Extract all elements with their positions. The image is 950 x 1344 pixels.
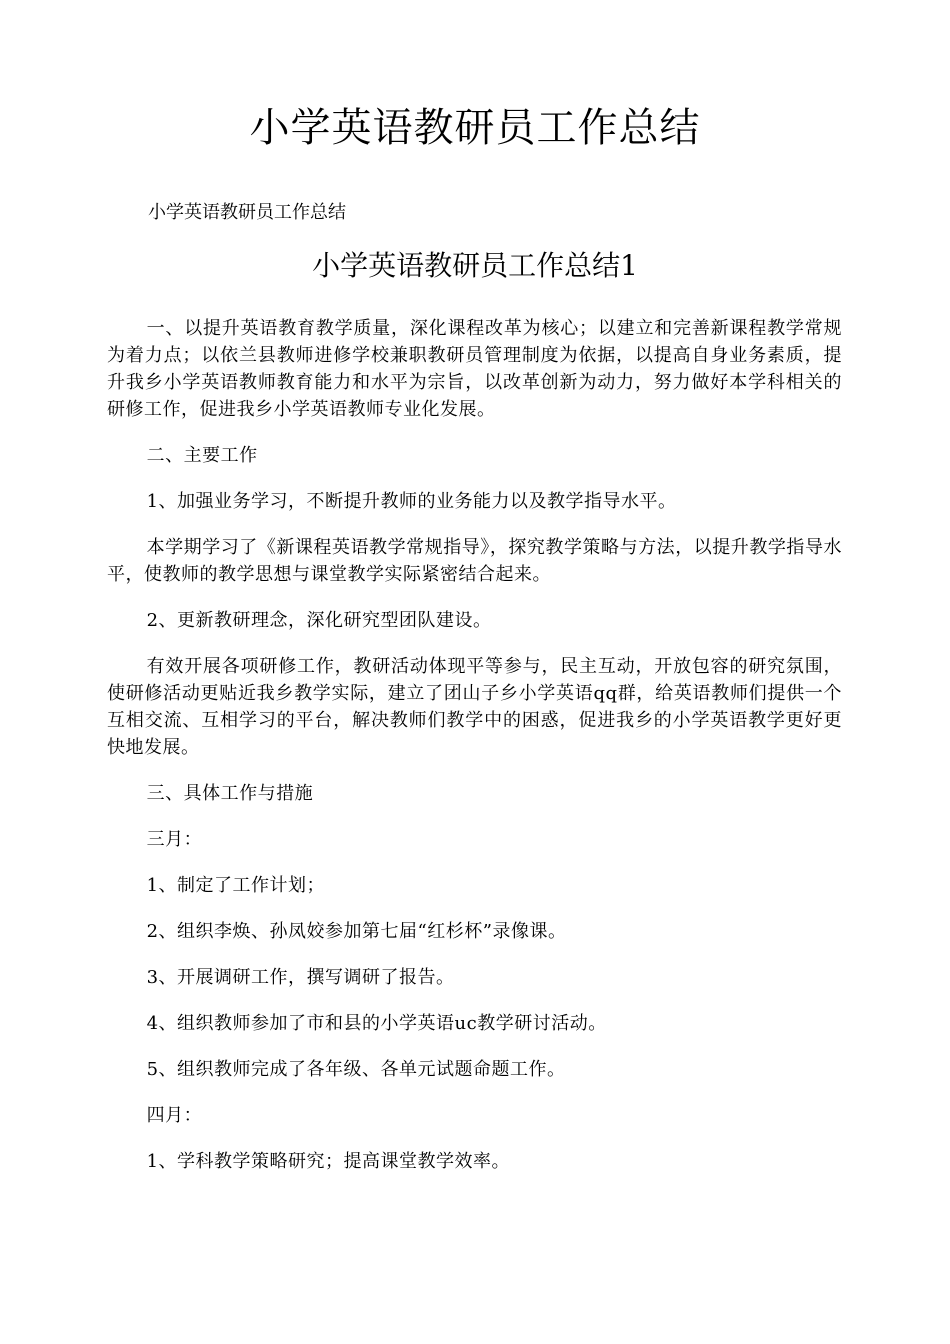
heading-april: 四月： bbox=[146, 1105, 203, 1126]
list-item: 5、组织教师完成了各年级、各单元试题命题工作。 bbox=[146, 1059, 566, 1080]
list-item: 4、组织教师参加了市和县的小学英语uc教学研讨活动。 bbox=[146, 1013, 607, 1034]
paragraph-text: 有效开展各项研修工作，教研活动体现平等参与，民主互动，开放包容的研究氛围，使研修活动更贴近我乡教学实际，建立了团山子乡小学英语qq群，给英语教师们提供一个互相交流、互相学习的平台，解决教师们教学中的困惑，促进我乡的小学英语教学更好更快地发展。 bbox=[107, 656, 842, 758]
paragraph-item: 2、更新教研理念，深化研究型团队建设。 bbox=[146, 610, 492, 631]
heading-march: 三月： bbox=[146, 829, 203, 850]
document-body bbox=[107, 315, 842, 1194]
list-item: 1、学科教学策略研究；提高课堂教学效率。 bbox=[146, 1151, 511, 1172]
section-title: 小学英语教研员工作总结1 bbox=[312, 249, 638, 282]
heading-measures: 三、具体工作与措施 bbox=[146, 783, 314, 804]
document-title: 小学英语教研员工作总结 bbox=[249, 105, 701, 151]
heading-main-work: 二、主要工作 bbox=[146, 445, 258, 466]
list-item: 2、组织李焕、孙凤姣参加第七届“红杉杯”录像课。 bbox=[146, 921, 567, 942]
list-item: 1、制定了工作计划； bbox=[146, 875, 326, 896]
list-item: 3、开展调研工作，撰写调研了报告。 bbox=[146, 967, 455, 988]
paragraph-item: 1、加强业务学习，不断提升教师的业务能力以及教学指导水平。 bbox=[146, 491, 677, 512]
paragraph-goal: 一、以提升英语教育教学质量，深化课程改革为核心；以建立和完善新课程教学常规为着力点；以依兰县教师进修学校兼职教研员管理制度为依据，以提高自身业务素质，提升我乡小学英语教师教育能力和水平为宗旨，以改革创新为动力，努力做好本学科相关的研修工作，促进我乡小学英语教师专业化发展。 bbox=[107, 318, 842, 420]
paragraph-text: 本学期学习了《新课程英语教学常规指导》，探究教学策略与方法，以提升教学指导水平，使教师的教学思想与课堂教学实际紧密结合起来。 bbox=[107, 537, 842, 585]
document-subtitle: 小学英语教研员工作总结 bbox=[148, 202, 346, 223]
